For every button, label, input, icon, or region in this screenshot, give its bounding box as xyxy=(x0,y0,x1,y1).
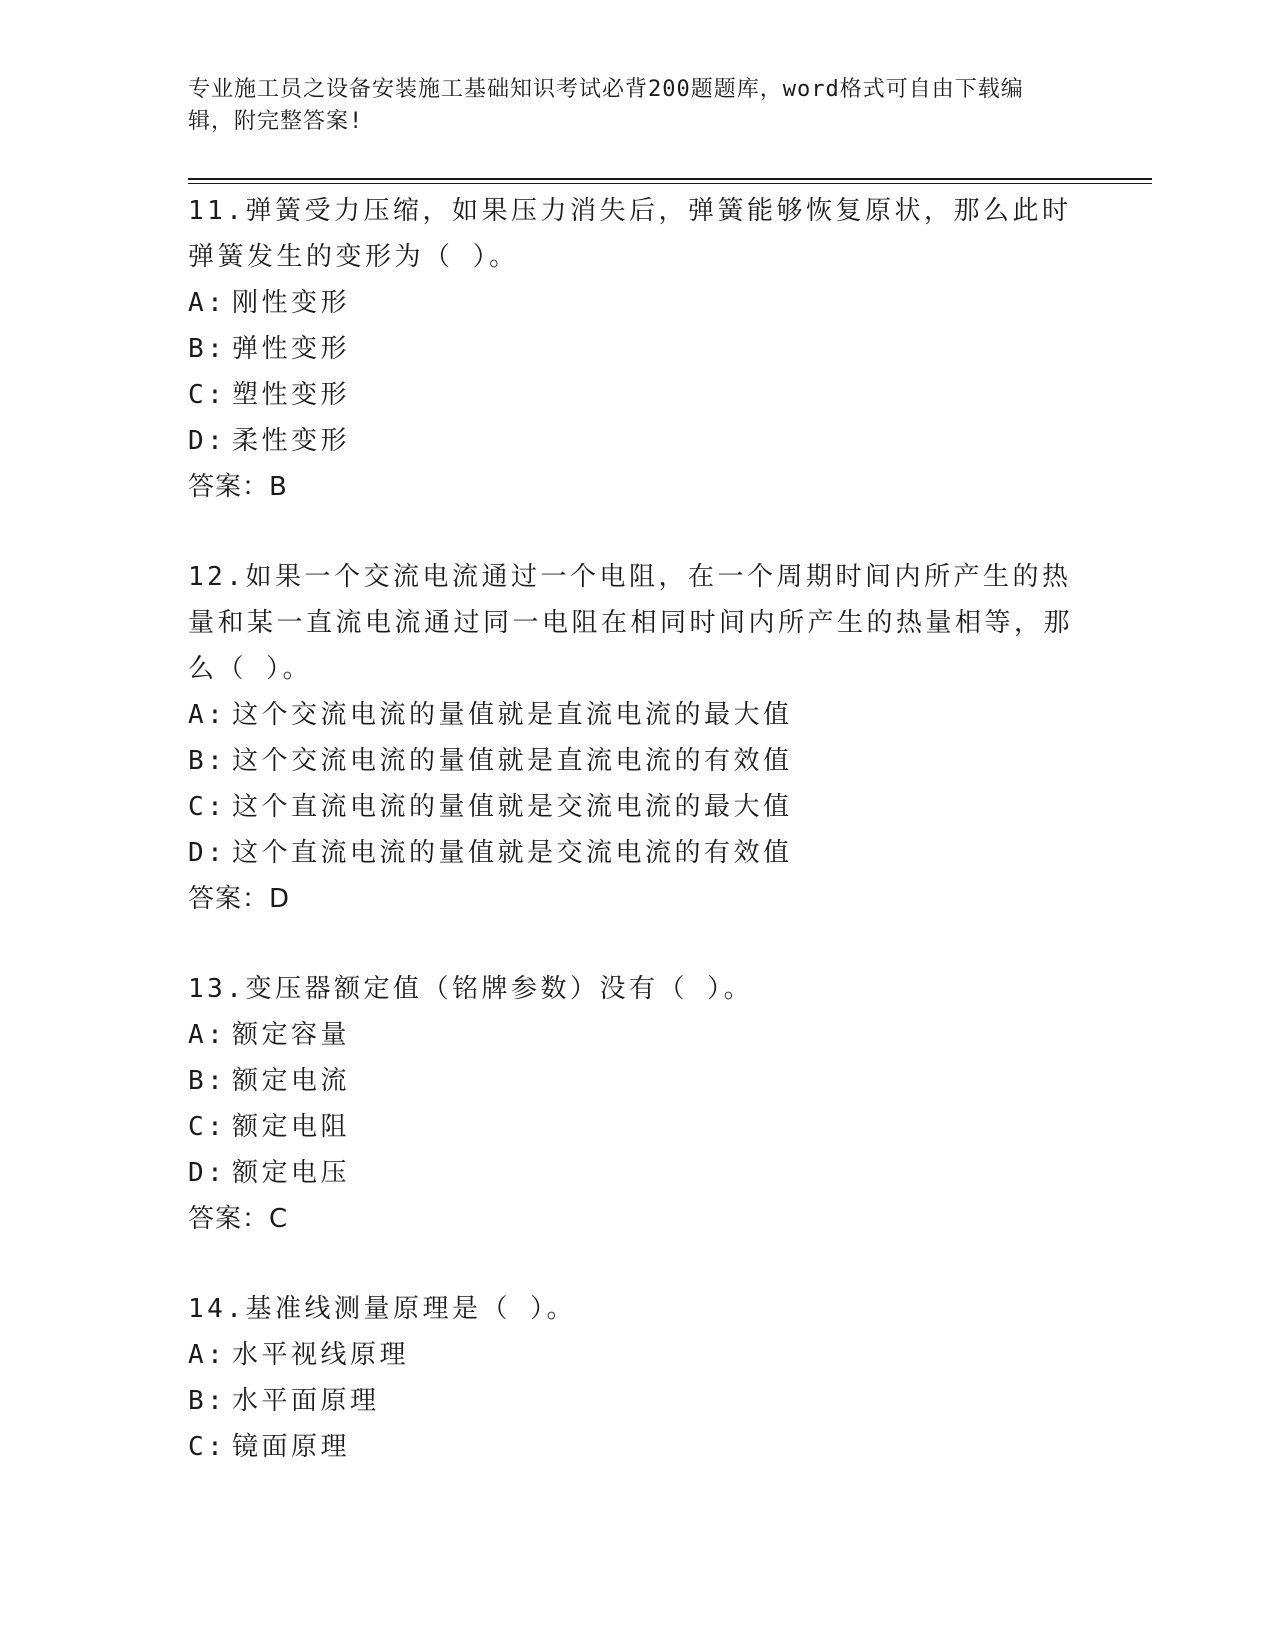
option-letter: B: xyxy=(188,746,227,776)
option-text: 这个交流电流的量值就是直流电流的有效值 xyxy=(232,746,793,776)
option-row xyxy=(188,418,1088,464)
question-item xyxy=(188,188,1088,510)
answer-line: 答案：C xyxy=(188,1204,289,1234)
option-row xyxy=(188,1378,1088,1424)
option-row xyxy=(188,1012,1088,1058)
question-item xyxy=(188,554,1088,922)
option-text: 水平视线原理 xyxy=(232,1340,410,1370)
option-row xyxy=(188,1332,1088,1378)
option-letter: B: xyxy=(188,1066,227,1096)
option-text: 水平面原理 xyxy=(232,1386,380,1416)
option-letter: C: xyxy=(188,1432,227,1462)
option-text: 这个交流电流的量值就是直流电流的最大值 xyxy=(232,700,793,730)
option-text: 这个直流电流的量值就是交流电流的有效值 xyxy=(232,838,793,868)
option-text: 弹性变形 xyxy=(232,334,351,364)
option-letter: A: xyxy=(188,1340,227,1370)
option-letter: D: xyxy=(188,1158,227,1188)
option-letter: B: xyxy=(188,334,227,364)
option-text: 刚性变形 xyxy=(232,288,351,318)
option-row xyxy=(188,1058,1088,1104)
document-header: 专业施工员之设备安装施工基础知识考试必背200题题库，word格式可自由下载编辑，附完整答案! xyxy=(188,77,1024,134)
option-letter: A: xyxy=(188,1020,227,1050)
option-text: 额定电流 xyxy=(232,1066,351,1096)
option-letter: D: xyxy=(188,838,227,868)
option-text: 镜面原理 xyxy=(232,1432,351,1462)
option-row xyxy=(188,1424,1088,1470)
option-letter: D: xyxy=(188,426,227,456)
option-letter: C: xyxy=(188,1112,227,1142)
option-row xyxy=(188,830,1088,876)
question-item xyxy=(188,1286,1088,1470)
question-stem: 11.弹簧受力压缩，如果压力消失后，弹簧能够恢复原状，那么此时弹簧发生的变形为（ ）。 xyxy=(188,196,1072,272)
question-stem: 14.基准线测量原理是（ ）。 xyxy=(188,1294,577,1324)
option-text: 柔性变形 xyxy=(232,426,351,456)
option-row xyxy=(188,372,1088,418)
option-text: 额定容量 xyxy=(232,1020,351,1050)
option-letter: B: xyxy=(188,1386,227,1416)
option-text: 这个直流电流的量值就是交流电流的最大值 xyxy=(232,792,793,822)
answer-line: 答案：D xyxy=(188,884,291,914)
answer-line: 答案：B xyxy=(188,472,288,502)
option-text: 额定电阻 xyxy=(232,1112,351,1142)
question-list xyxy=(188,188,1088,1514)
header-divider-thick xyxy=(188,178,1152,180)
question-stem: 12.如果一个交流电流通过一个电阻，在一个周期时间内所产生的热量和某一直流电流通过同一电阻在相同时间内所产生的热量相等，那么（ ）。 xyxy=(188,562,1074,684)
option-letter: A: xyxy=(188,700,227,730)
option-letter: C: xyxy=(188,792,227,822)
question-item xyxy=(188,966,1088,1242)
option-letter: C: xyxy=(188,380,227,410)
option-row xyxy=(188,1150,1088,1196)
option-row xyxy=(188,784,1088,830)
option-text: 塑性变形 xyxy=(232,380,351,410)
header-divider-thin xyxy=(188,183,1152,184)
option-row xyxy=(188,738,1088,784)
option-row xyxy=(188,326,1088,372)
option-row xyxy=(188,280,1088,326)
option-text: 额定电压 xyxy=(232,1158,351,1188)
option-row xyxy=(188,692,1088,738)
question-stem: 13.变压器额定值（铭牌参数）没有（ ）。 xyxy=(188,974,754,1004)
option-letter: A: xyxy=(188,288,227,318)
option-row xyxy=(188,1104,1088,1150)
